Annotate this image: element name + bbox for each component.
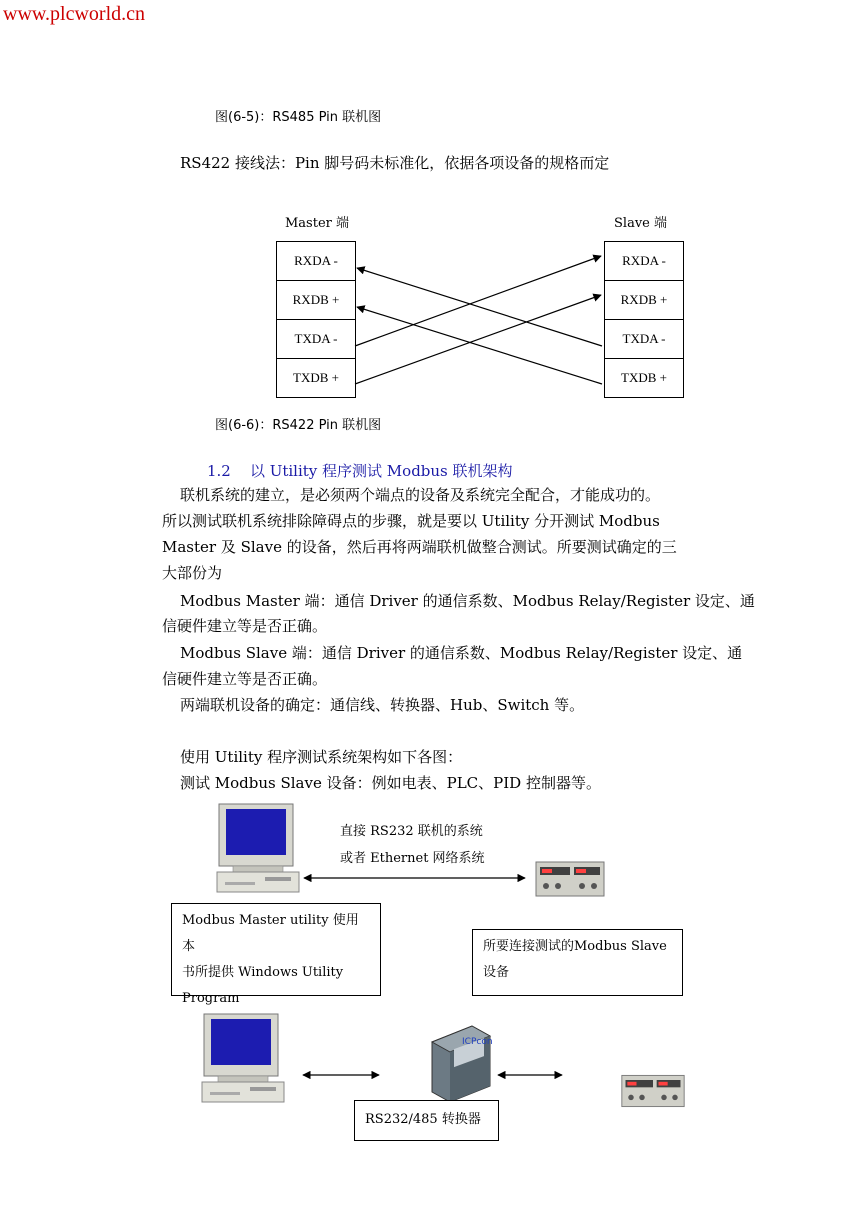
paragraph-line-4: 大部份为 <box>162 564 223 582</box>
computer-icon-2 <box>200 1012 290 1104</box>
bidirectional-arrow-2 <box>295 1065 387 1085</box>
slave-pin-txdb: TXDB + <box>621 370 667 385</box>
paragraph-line-10: 使用 Utility 程序测试系统架构如下各图： <box>180 748 463 766</box>
slave-device-icon <box>534 858 606 900</box>
master-box-line-2: 书所提供 Windows Utility <box>182 965 344 980</box>
rs422-wiring-lines <box>0 0 868 420</box>
slave-pin-rxda: RXDA - <box>605 242 683 281</box>
master-label: Master 端 <box>285 216 349 231</box>
master-pin-txdb: TXDB + <box>293 370 339 385</box>
computer-icon <box>215 802 305 894</box>
figure-6-5-caption: 图(6-5)：RS485 Pin 联机图 <box>215 110 382 125</box>
master-pin-txda: TXDA - <box>277 320 355 359</box>
wire-slave-txda-to-master-rxda <box>357 268 602 346</box>
slave-pin-txda: TXDA - <box>605 320 683 359</box>
slave-label: Slave 端 <box>614 216 667 231</box>
slave-device-icon-2 <box>620 1070 686 1112</box>
bidirectional-arrow-3 <box>490 1065 570 1085</box>
wire-master-txdb-to-slave-rxdb <box>355 295 601 384</box>
converter-module-icon <box>424 1022 496 1106</box>
converter-brand: ICPcon <box>462 1037 493 1047</box>
master-box-line-3: Program <box>182 991 240 1006</box>
master-pin-rxdb: RXDB + <box>277 281 355 320</box>
slave-device-box <box>472 929 683 996</box>
slave-box-line-1: 所要连接测试的Modbus Slave <box>483 939 667 954</box>
paragraph-line-7: Modbus Slave 端：通信 Driver 的通信系数、Modbus Relay/Register 设定、通 <box>180 644 743 662</box>
paragraph-line-3: Master 及 Slave 的设备，然后再将两端联机做整合测试。所要测试确定的三 <box>162 538 677 556</box>
paragraph-line-2: 所以测试联机系统排除障碍点的步骤，就是要以 Utility 分开测试 Modbus <box>162 512 660 530</box>
converter-label: RS232/485 转换器 <box>365 1112 481 1127</box>
paragraph-line-6: 信硬件建立等是否正确。 <box>162 617 328 635</box>
master-pin-rxda: RXDA - <box>277 242 355 281</box>
paragraph-line-5: Modbus Master 端：通信 Driver 的通信系数、Modbus Relay/Register 设定、通 <box>180 592 755 610</box>
paragraph-line-11: 测试 Modbus Slave 设备：例如电表、PLC、PID 控制器等。 <box>180 774 601 792</box>
slave-pin-rxdb: RXDB + <box>605 281 683 320</box>
slave-box-line-2: 设备 <box>483 965 510 980</box>
section-number: 1.2 <box>207 462 231 480</box>
wire-slave-txdb-to-master-rxdb <box>357 307 602 384</box>
section-heading <box>207 460 513 481</box>
bidirectional-arrow-1 <box>295 868 535 888</box>
paragraph-line-9: 两端联机设备的确定：通信线、转换器、Hub、Switch 等。 <box>180 696 585 714</box>
link-label-line-2: 或者 Ethernet 网络系统 <box>340 851 485 866</box>
converter-label-box <box>354 1100 499 1141</box>
rs422-intro: RS422 接线法：Pin 脚号码未标准化，依据各项设备的规格而定 <box>180 154 610 172</box>
link-label-line-1: 直接 RS232 联机的系统 <box>340 824 483 839</box>
paragraph-line-8: 信硬件建立等是否正确。 <box>162 670 328 688</box>
master-utility-box <box>171 903 381 1006</box>
watermark: www.plcworld.cn <box>3 3 146 25</box>
paragraph-line-1: 联机系统的建立，是必须两个端点的设备及系统完全配合，才能成功的。 <box>180 486 661 504</box>
figure-6-6-caption: 图(6-6)：RS422 Pin 联机图 <box>215 418 382 433</box>
section-title: 以 Utility 程序测试 Modbus 联机架构 <box>249 462 513 480</box>
master-box-line-1: Modbus Master utility 使用本 <box>182 913 359 954</box>
wire-master-txda-to-slave-rxda <box>355 256 601 346</box>
